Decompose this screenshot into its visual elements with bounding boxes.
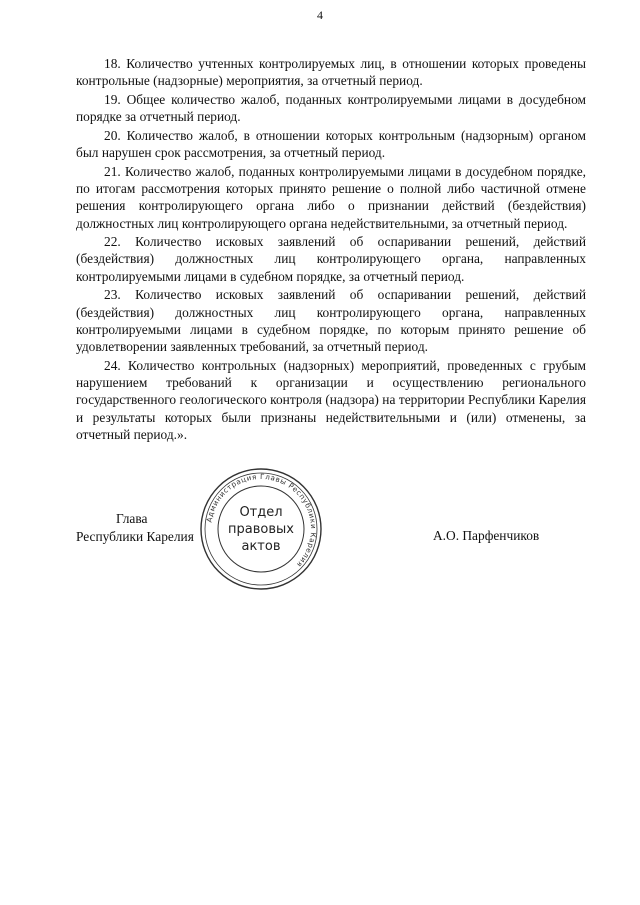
svg-text:Администрация Главы Республики — [204, 472, 318, 569]
signature-block — [0, 471, 640, 610]
list-item-23: 23. Количество исковых заявлений об оспаривании решений, действий (бездействия) должностных лиц контролирующего органа, направленных контролируемыми лицами в судебном порядке, по которым принято решение об удовлетворении заявленных требований, за отчетный период. — [76, 287, 586, 355]
list-item-22: 22. Количество исковых заявлений об оспаривании решений, действий (бездействия) должностных лиц контролирующего органа, направленных контролируемыми лицами в судебном порядке, за отчетный период. — [76, 234, 586, 284]
signatory-title — [76, 510, 194, 546]
list-item-20: 20. Количество жалоб, в отношении которых контрольным (надзорным) органом был нарушен срок рассмотрения, за отчетный период. — [76, 127, 586, 161]
stamp-line1: Отдел — [239, 505, 283, 520]
page-number: 4 — [317, 8, 323, 22]
signatory-name: А.О. Парфенчиков — [433, 528, 540, 543]
list-item-18: 18. Количество учтенных контролируемых лиц, в отношении которых проведены контрольные (надзорные) мероприятия, за отчетный период. — [76, 56, 586, 89]
list-item-19: 19. Общее количество жалоб, поданных контролируемыми лицами в досудебном порядке за отчетный период. — [76, 91, 586, 125]
stamp-line2: правовых — [228, 522, 294, 537]
stamp-seal — [198, 466, 324, 592]
signatory-title-line1: Глава — [116, 511, 148, 526]
signatory-title-line2: Республики Карелия — [76, 529, 194, 544]
stamp-line3: актов — [241, 539, 281, 554]
document-body — [76, 55, 586, 445]
list-item-21: 21. Количество жалоб, поданных контролируемыми лицами в досудебном порядке, по итогам рассмотрения которых принято решение о полной либо частичной отмене решения контролирующего органа либо о признании действий (бездействия) должностных лиц контролирующего органа недействительными, за отчетный период. — [76, 163, 586, 231]
list-item-24: 24. Количество контрольных (надзорных) мероприятий, проведенных с грубым нарушением требований к организации и осуществлению регионального государственного геологического контроля (надзора) на территории Республики Карелия и результаты которых были признаны недействительными и (или) отменены, за отчетный период.». — [76, 357, 586, 443]
stamp-ring-text: Администрация Главы Республики Карелия — [204, 471, 319, 570]
